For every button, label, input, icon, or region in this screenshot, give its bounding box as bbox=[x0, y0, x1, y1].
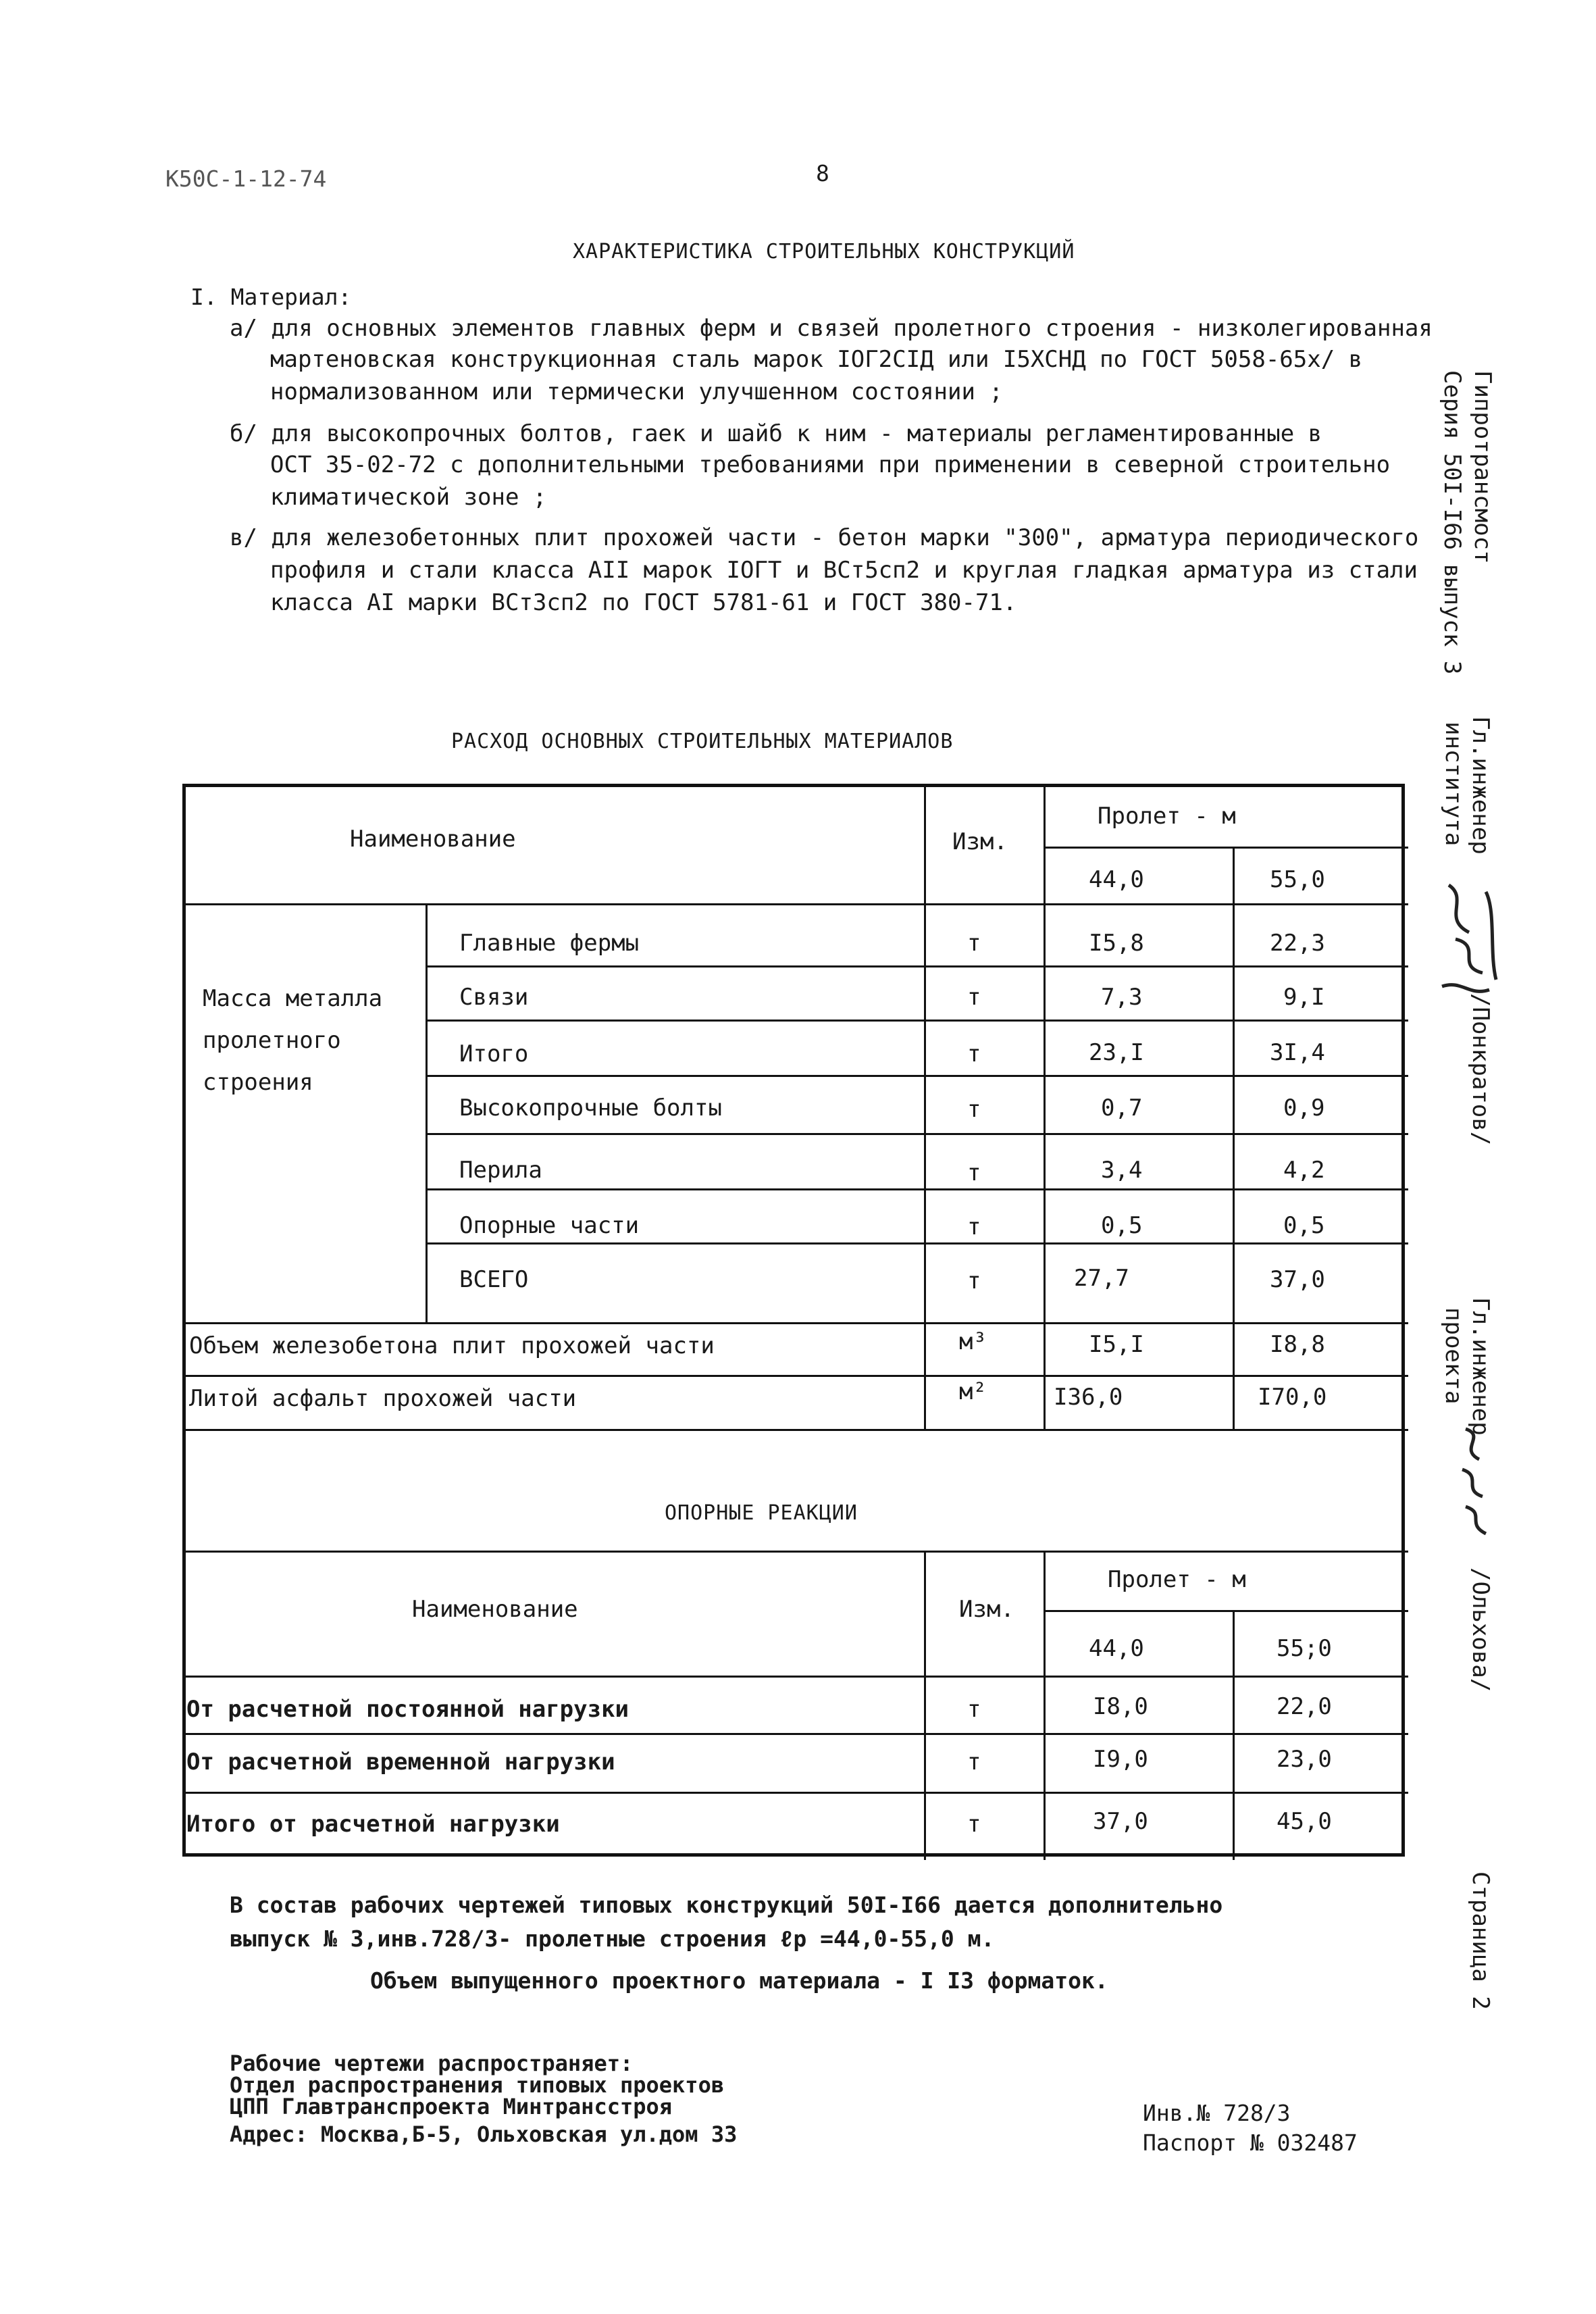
row-val-55: 0,9 bbox=[1283, 1095, 1325, 1122]
row-name: От расчетной постоянной нагрузки bbox=[186, 1696, 629, 1723]
col-header-unit: Изм. bbox=[959, 1596, 1014, 1623]
row-unit: т bbox=[967, 1811, 981, 1838]
row-val-55: I70,0 bbox=[1258, 1384, 1327, 1411]
inventory-number: Инв.№ 728/3 bbox=[1143, 2100, 1291, 2126]
row-val-55: 3I,4 bbox=[1270, 1039, 1325, 1066]
note-line-2: выпуск № 3,инв.728/3- пролетные строения ℓр =44,0-55,0 м. bbox=[230, 1926, 995, 1952]
row-val-55: 9,I bbox=[1283, 984, 1325, 1011]
row-name: Итого от расчетной нагрузки bbox=[186, 1811, 560, 1838]
signature-image bbox=[1428, 872, 1510, 1007]
span-55: 55;0 bbox=[1277, 1635, 1332, 1662]
material-line: ОСТ 35-02-72 с дополнительными требованиями при применении в северной строительно bbox=[270, 451, 1391, 478]
row-val-44: 23,I bbox=[1089, 1039, 1144, 1066]
row-name: Итого bbox=[459, 1040, 529, 1067]
sidebar-signature-name-1: /Понкратов/ bbox=[1467, 993, 1494, 1146]
sidebar-page-number: Страница 2 bbox=[1467, 1871, 1494, 2010]
note-line-1: В состав рабочих чертежей типовых конструкций 50I-I66 дается дополнительно bbox=[230, 1892, 1223, 1918]
row-unit: т bbox=[967, 1159, 981, 1186]
note-line-3: Объем выпущенного проектного материала - I I3 форматок. bbox=[370, 1967, 1108, 1994]
row-unit: т bbox=[967, 1213, 981, 1240]
row-name: Литой асфальт прохожей части bbox=[189, 1385, 577, 1412]
passport-number: Паспорт № 032487 bbox=[1143, 2130, 1358, 2156]
row-name: Опорные части bbox=[459, 1212, 640, 1239]
row-val-55: 0,5 bbox=[1283, 1212, 1325, 1239]
row-unit: т bbox=[967, 1040, 981, 1067]
row-val-55: 22,0 bbox=[1277, 1693, 1332, 1720]
material-line: профиля и стали класса АII марок IOГТ и ВСт5сп2 и круглая гладкая арматура из стали bbox=[270, 557, 1418, 584]
row-val-44: I36,0 bbox=[1054, 1384, 1123, 1411]
doc-code: К50С-1-12-74 bbox=[165, 166, 327, 192]
row-name: Объем железобетона плит прохожей части bbox=[189, 1332, 715, 1359]
material-line: б/ для высокопрочных болтов, гаек и шайб к ним - материалы регламентированные в bbox=[230, 420, 1322, 447]
row-name: Главные фермы bbox=[459, 930, 640, 957]
reactions-table-title: ОПОРНЫЕ РЕАКЦИИ bbox=[665, 1501, 858, 1525]
signature-image bbox=[1445, 1422, 1499, 1544]
sidebar-signature-name-2: /Ольхова/ bbox=[1467, 1567, 1494, 1692]
row-unit: м² bbox=[959, 1378, 987, 1405]
span-44: 44,0 bbox=[1089, 1635, 1144, 1662]
row-unit: т bbox=[967, 1696, 981, 1723]
row-val-44: I9,0 bbox=[1093, 1746, 1148, 1773]
sidebar-chief-engineer-project: Гл.инженер bbox=[1467, 1297, 1494, 1436]
material-line: а/ для основных элементов главных ферм и связей пролетного строения - низколегированная bbox=[230, 315, 1433, 342]
row-val-55: 45,0 bbox=[1277, 1808, 1332, 1835]
row-unit: т bbox=[967, 1096, 981, 1123]
col-header-name: Наименование bbox=[412, 1596, 578, 1623]
col-header-name: Наименование bbox=[350, 826, 516, 853]
material-line: в/ для железобетонных плит прохожей части - бетон марки "300", арматура периодического bbox=[230, 524, 1419, 551]
row-name: Перила bbox=[459, 1157, 542, 1184]
sidebar-chief-engineer-institute-2: института bbox=[1440, 722, 1467, 847]
sidebar-series: Серия 50I-I66 выпуск 3 bbox=[1439, 370, 1466, 675]
row-val-55: 23,0 bbox=[1277, 1746, 1332, 1773]
row-unit: т bbox=[967, 930, 981, 957]
section-title: ХАРАКТЕРИСТИКА СТРОИТЕЛЬНЫХ КОНСТРУКЦИЙ bbox=[573, 240, 1075, 263]
sidebar-org: Гипротрансмост bbox=[1469, 370, 1496, 564]
row-val-55: 37,0 bbox=[1270, 1266, 1325, 1293]
span-44: 44,0 bbox=[1089, 866, 1144, 893]
sidebar-chief-engineer-project-2: проекта bbox=[1440, 1307, 1467, 1405]
row-val-44: I5,I bbox=[1089, 1331, 1144, 1358]
row-name: От расчетной временной нагрузки bbox=[186, 1749, 615, 1776]
row-val-44: 3,4 bbox=[1101, 1157, 1143, 1184]
span-55: 55,0 bbox=[1270, 866, 1325, 893]
materials-table-title: РАСХОД ОСНОВНЫХ СТРОИТЕЛЬНЫХ МАТЕРИАЛОВ bbox=[451, 730, 954, 753]
material-line: мартеновская конструкционная сталь марок IOГ2CIД или I5XCHД по ГОСТ 5058-65x/ в bbox=[270, 346, 1363, 373]
row-unit: м³ bbox=[959, 1328, 987, 1355]
row-name: Связи bbox=[459, 984, 529, 1011]
col-header-span: Пролет - м bbox=[1098, 803, 1236, 830]
row-unit: т bbox=[967, 1749, 981, 1776]
row-val-44: 27,7 bbox=[1074, 1265, 1129, 1292]
row-val-55: 22,3 bbox=[1270, 930, 1325, 957]
row-val-55: I8,8 bbox=[1270, 1331, 1325, 1358]
row-name: Высокопрочные болты bbox=[459, 1095, 722, 1122]
row-val-44: I5,8 bbox=[1089, 930, 1144, 957]
row-val-44: 0,7 bbox=[1101, 1095, 1143, 1122]
row-val-44: 0,5 bbox=[1101, 1212, 1143, 1239]
row-val-55: 4,2 bbox=[1283, 1157, 1325, 1184]
row-val-44: 7,3 bbox=[1101, 984, 1143, 1011]
row-unit: т bbox=[967, 984, 981, 1011]
row-val-44: I8,0 bbox=[1093, 1693, 1148, 1720]
col-header-unit: Изм. bbox=[952, 828, 1008, 855]
page-number: 8 bbox=[816, 160, 829, 186]
col-header-span: Пролет - м bbox=[1108, 1566, 1246, 1593]
materials-heading: I. Материал: bbox=[190, 284, 352, 310]
material-line: класса АI марки ВСт3сп2 по ГОСТ 5781-61 и ГОСТ 380-71. bbox=[270, 589, 1017, 616]
material-line: нормализованном или термически улучшенном состоянии ; bbox=[270, 378, 1003, 405]
row-unit: т bbox=[967, 1267, 981, 1294]
sidebar-chief-engineer-institute: Гл.инженер bbox=[1467, 716, 1494, 855]
material-line: климатической зоне ; bbox=[270, 484, 547, 511]
row-val-44: 37,0 bbox=[1093, 1808, 1148, 1835]
row-name: ВСЕГО bbox=[459, 1266, 529, 1293]
